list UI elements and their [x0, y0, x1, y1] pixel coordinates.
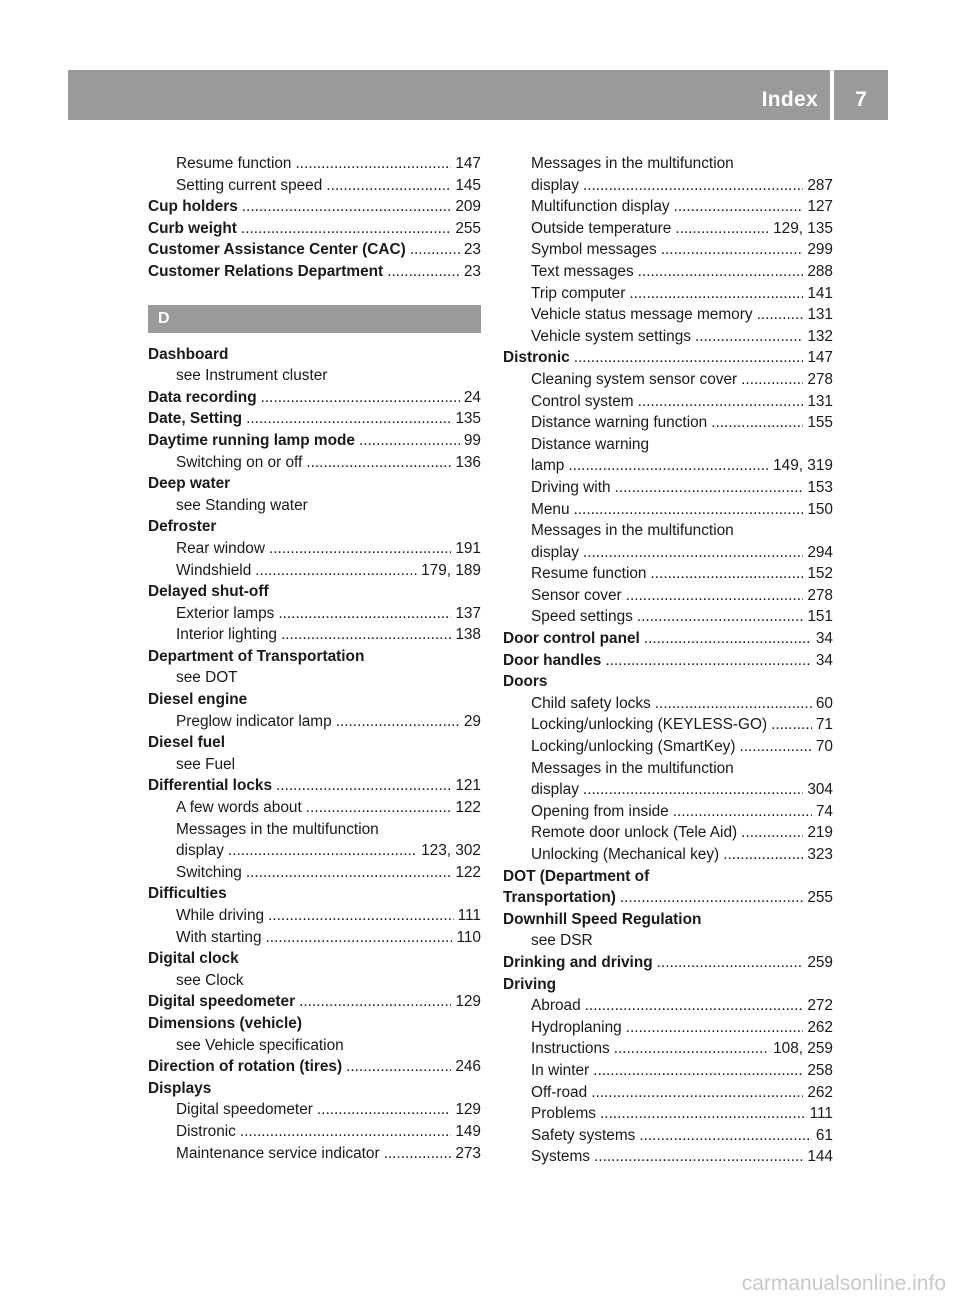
- page-reference: 99: [463, 431, 481, 449]
- page-reference: 34: [815, 651, 833, 669]
- entry-label: Text messages: [531, 262, 634, 280]
- dot-leader: [653, 952, 804, 974]
- page-reference: 258: [807, 1061, 833, 1079]
- index-heading: Deep water: [148, 475, 231, 493]
- index-subentry: [503, 1103, 833, 1125]
- index-entry: [148, 775, 481, 797]
- entry-label: Distance warning function: [531, 414, 708, 432]
- index-subtext: Messages in the multifunction: [531, 155, 734, 172]
- dot-leader: [610, 1038, 769, 1060]
- entry-label: Exterior lamps: [176, 604, 275, 622]
- page-reference: 179, 189: [421, 561, 481, 579]
- dot-leader: [257, 387, 460, 409]
- page-reference: 287: [807, 176, 833, 194]
- index-subentry: [503, 175, 833, 197]
- entry-label: Multifunction display: [531, 198, 670, 216]
- dot-leader: [601, 650, 812, 672]
- index-entry: [503, 628, 833, 650]
- index-heading: Driving: [503, 975, 557, 993]
- page-reference: 145: [455, 176, 481, 194]
- index-subentry: [503, 1017, 833, 1039]
- index-subtext: Distance warning: [531, 435, 650, 453]
- index-subentry: [503, 563, 833, 585]
- dot-leader: [670, 196, 804, 218]
- dot-leader: [272, 775, 451, 797]
- index-subtext: see Fuel: [176, 755, 236, 773]
- entry-label: Setting current speed: [176, 176, 323, 194]
- entry-label: Drinking and driving: [503, 953, 653, 971]
- page-reference: 131: [807, 392, 833, 410]
- index-subtext: see DOT: [176, 669, 238, 687]
- dot-leader: [242, 408, 451, 430]
- dot-leader: [242, 862, 451, 884]
- index-heading: Digital clock: [148, 950, 239, 968]
- dot-leader: [581, 995, 804, 1017]
- index-subentry: [503, 196, 833, 218]
- page-reference: 191: [455, 539, 481, 557]
- entry-label: Driving with: [531, 478, 611, 496]
- entry-label: Instructions: [531, 1040, 610, 1058]
- dot-leader: [383, 261, 460, 283]
- entry-label: Control system: [531, 392, 634, 410]
- page-reference: 129, 135: [773, 219, 833, 237]
- entry-label: Resume function: [176, 155, 292, 172]
- page-reference: 29: [463, 712, 481, 730]
- index-subentry: [148, 175, 481, 197]
- dot-leader: [579, 779, 803, 801]
- dot-leader: [251, 560, 417, 582]
- entry-label: Trip computer: [531, 284, 626, 302]
- index-subentry: [148, 603, 481, 625]
- entry-label: Digital speedometer: [148, 993, 296, 1011]
- page-reference: 23: [463, 241, 481, 259]
- index-subentry: [503, 779, 833, 801]
- page-reference: 150: [807, 500, 833, 518]
- page-header: [68, 70, 888, 120]
- entry-label: display: [176, 842, 224, 860]
- dot-leader: [634, 261, 804, 283]
- index-subentry: [148, 452, 481, 474]
- dot-leader: [264, 905, 453, 927]
- index-subtext: Messages in the multifunction: [531, 522, 734, 540]
- entry-label: Cup holders: [148, 198, 238, 216]
- index-entry: [148, 239, 481, 261]
- entry-label: Customer Relations Department: [148, 262, 384, 280]
- page-reference: 153: [807, 478, 833, 496]
- index-subentry: [148, 538, 481, 560]
- page-reference: 132: [807, 327, 833, 345]
- dot-leader: [651, 693, 812, 715]
- dot-leader: [406, 239, 460, 261]
- dot-leader: [590, 1146, 803, 1168]
- entry-label: Customer Assistance Center (CAC): [148, 241, 406, 259]
- index-subentry: [503, 736, 833, 758]
- index-column-right: [503, 153, 833, 1168]
- page-reference: 135: [455, 410, 481, 428]
- section-gap: [148, 283, 481, 305]
- index-entry: [148, 196, 481, 218]
- dot-leader: [224, 840, 417, 862]
- entry-label: Direction of rotation (tires): [148, 1058, 343, 1076]
- header-bar: [68, 70, 830, 120]
- entry-label: Symbol messages: [531, 241, 657, 259]
- page-reference: 138: [455, 626, 481, 644]
- page-reference: 149, 319: [773, 457, 833, 475]
- dot-leader: [313, 1099, 451, 1121]
- page-reference: 255: [455, 219, 481, 237]
- entry-label: Safety systems: [531, 1126, 636, 1144]
- dot-leader: [737, 369, 803, 391]
- dot-leader: [596, 1103, 806, 1125]
- dot-leader: [657, 239, 804, 261]
- dot-leader: [579, 175, 803, 197]
- dot-leader: [671, 218, 769, 240]
- entry-label: Speed settings: [531, 608, 633, 626]
- index-subentry: [148, 1099, 481, 1121]
- page-reference: 273: [455, 1144, 481, 1162]
- entry-label: Opening from inside: [531, 802, 669, 820]
- index-subentry: [503, 801, 833, 823]
- index-subentry: [503, 477, 833, 499]
- page-reference: 131: [807, 306, 833, 324]
- index-subentry: [503, 822, 833, 844]
- dot-leader: [640, 628, 812, 650]
- index-entry: [503, 650, 833, 672]
- entry-label: Daytime running lamp mode: [148, 431, 355, 449]
- page-reference: 147: [455, 155, 481, 172]
- page-reference: 304: [807, 781, 833, 799]
- page-reference: 129: [455, 993, 481, 1011]
- index-subentry: [148, 862, 481, 884]
- dot-leader: [616, 887, 803, 909]
- dot-leader: [236, 1121, 451, 1143]
- dot-leader: [570, 347, 804, 369]
- index-subentry: [503, 606, 833, 628]
- index-subentry: [148, 153, 481, 175]
- index-subentry: [148, 624, 481, 646]
- index-subentry: [503, 1038, 833, 1060]
- page-reference: 123, 302: [421, 842, 481, 860]
- page-reference: 108, 259: [773, 1040, 833, 1058]
- index-subentry: [503, 391, 833, 413]
- entry-label: Distronic: [176, 1122, 236, 1140]
- entry-label: A few words about: [176, 799, 302, 817]
- dot-leader: [587, 1082, 803, 1104]
- entry-label: display: [531, 781, 579, 799]
- dot-leader: [564, 455, 769, 477]
- dot-leader: [633, 606, 803, 628]
- index-subentry: [503, 844, 833, 866]
- entry-label: display: [531, 543, 579, 561]
- entry-label: Off-road: [531, 1083, 588, 1101]
- entry-label: Door control panel: [503, 630, 640, 648]
- entry-label: Digital speedometer: [176, 1101, 313, 1119]
- index-subtext: see Clock: [176, 971, 244, 989]
- dot-leader: [295, 991, 451, 1013]
- page-reference: 262: [807, 1083, 833, 1101]
- index-subtext: see DSR: [531, 932, 593, 950]
- page-reference: 136: [455, 453, 481, 471]
- dot-leader: [691, 326, 803, 348]
- entry-label: Unlocking (Mechanical key): [531, 846, 720, 863]
- entry-label: Differential locks: [148, 777, 273, 795]
- index-entry: [148, 1056, 481, 1078]
- entry-label: Child safety locks: [531, 694, 651, 712]
- page-reference: 129: [455, 1101, 481, 1119]
- index-heading: Defroster: [148, 518, 217, 536]
- page-reference: 278: [807, 586, 833, 604]
- entry-label: Problems: [531, 1105, 597, 1123]
- index-subentry: [503, 304, 833, 326]
- entry-label: Locking/unlocking (SmartKey): [531, 738, 736, 756]
- entry-label: display: [531, 176, 579, 194]
- dot-leader: [719, 844, 803, 866]
- dot-leader: [277, 624, 451, 646]
- page-reference: 60: [815, 694, 833, 712]
- page-reference: 262: [807, 1018, 833, 1036]
- dot-leader: [767, 714, 812, 736]
- index-heading: Doors: [503, 673, 548, 691]
- page-reference: 294: [807, 543, 833, 561]
- index-subentry: [503, 283, 833, 305]
- index-subentry: [503, 1082, 833, 1104]
- index-entry: [148, 261, 481, 283]
- index-column-left: [148, 153, 481, 1164]
- dot-leader: [625, 283, 803, 305]
- entry-label: Preglow indicator lamp: [176, 712, 332, 730]
- entry-label: Vehicle system settings: [531, 327, 691, 345]
- entry-label: Switching on or off: [176, 453, 303, 471]
- dot-leader: [342, 1056, 451, 1078]
- page-title: Index: [761, 88, 818, 111]
- index-subtext: see Vehicle specification: [176, 1036, 344, 1054]
- index-entry: [148, 387, 481, 409]
- index-subentry: [503, 714, 833, 736]
- dot-leader: [322, 175, 451, 197]
- index-heading: DOT (Department of: [503, 867, 650, 885]
- dot-leader: [274, 603, 451, 625]
- index-entry: [503, 347, 833, 369]
- dot-leader: [292, 153, 452, 175]
- index-subentry: [148, 927, 481, 949]
- dot-leader: [380, 1143, 452, 1165]
- page-reference: 219: [807, 824, 833, 842]
- index-heading: Diesel engine: [148, 691, 248, 709]
- dot-leader: [355, 430, 460, 452]
- index-subentry: [148, 1143, 481, 1165]
- page-reference: 24: [463, 388, 481, 406]
- page-reference: 323: [807, 846, 833, 863]
- page-reference: 127: [807, 198, 833, 216]
- entry-label: Curb weight: [148, 219, 237, 237]
- index-heading: Difficulties: [148, 885, 227, 903]
- entry-label: Distronic: [503, 349, 570, 367]
- dot-leader: [238, 196, 452, 218]
- entry-label: Windshield: [176, 561, 252, 579]
- dot-leader: [753, 304, 804, 326]
- index-subentry: [503, 1060, 833, 1082]
- index-subentry: [148, 840, 481, 862]
- index-subentry: [503, 412, 833, 434]
- page-reference: 155: [807, 414, 833, 432]
- index-subtext: see Standing water: [176, 496, 308, 514]
- dot-leader: [302, 797, 452, 819]
- page-reference: 147: [807, 349, 833, 367]
- page-reference: 149: [455, 1122, 481, 1140]
- entry-label: Hydroplaning: [531, 1018, 622, 1036]
- index-subentry: [503, 1146, 833, 1168]
- page-reference: 111: [809, 1105, 833, 1123]
- entry-label: Vehicle status message memory: [531, 306, 753, 324]
- dot-leader: [622, 585, 804, 607]
- dot-leader: [570, 499, 804, 521]
- index-subentry: [503, 542, 833, 564]
- page-reference: 137: [455, 604, 481, 622]
- entry-label: Outside temperature: [531, 219, 672, 237]
- page-reference: 23: [463, 262, 481, 280]
- entry-label: Cleaning system sensor cover: [531, 370, 738, 388]
- index-heading: Dimensions (vehicle): [148, 1014, 302, 1032]
- index-subentry: [148, 797, 481, 819]
- entry-label: In winter: [531, 1061, 590, 1079]
- dot-leader: [737, 822, 803, 844]
- page-reference: 209: [455, 198, 481, 216]
- page-reference: 34: [815, 630, 833, 648]
- page-reference: 246: [455, 1058, 481, 1076]
- page-reference: 121: [455, 777, 481, 795]
- index-subtext: see Instrument cluster: [176, 367, 328, 385]
- dot-leader: [635, 1125, 812, 1147]
- watermark: carmanualsonline.info: [741, 1272, 946, 1295]
- index-subentry: [503, 1125, 833, 1147]
- index-entry: [148, 218, 481, 240]
- index-subentry: [503, 499, 833, 521]
- page-reference: 71: [815, 716, 833, 734]
- entry-label: Sensor cover: [531, 586, 622, 604]
- dot-leader: [332, 711, 460, 733]
- entry-label: Rear window: [176, 539, 265, 557]
- page-reference: 141: [807, 284, 833, 302]
- index-entry: [503, 887, 833, 909]
- section-letter-header: D: [148, 305, 481, 333]
- page-reference: 272: [807, 997, 833, 1015]
- index-entry: [148, 430, 481, 452]
- entry-label: Systems: [531, 1148, 591, 1166]
- index-entry: [503, 952, 833, 974]
- index-heading: Downhill Speed Regulation: [503, 910, 702, 928]
- dot-leader: [669, 801, 812, 823]
- index-subentry: [503, 369, 833, 391]
- entry-label: Locking/unlocking (KEYLESS-GO): [531, 716, 768, 734]
- dot-leader: [237, 218, 451, 240]
- index-subentry: [503, 239, 833, 261]
- dot-leader: [647, 563, 804, 585]
- dot-leader: [735, 736, 811, 758]
- page-reference: 122: [455, 799, 481, 817]
- entry-label: While driving: [176, 907, 265, 924]
- dot-leader: [707, 412, 803, 434]
- page-number: 7: [855, 88, 867, 111]
- entry-label: With starting: [176, 928, 262, 946]
- page-reference: 122: [455, 863, 481, 881]
- page-reference: 74: [815, 802, 833, 820]
- entry-label: Abroad: [531, 997, 581, 1015]
- index-subentry: [148, 560, 481, 582]
- page-reference: 259: [807, 953, 833, 971]
- page-reference: 299: [807, 241, 833, 259]
- index-subentry: [503, 693, 833, 715]
- dot-leader: [579, 542, 803, 564]
- entry-label: Maintenance service indicator: [176, 1144, 380, 1162]
- page-reference: 110: [456, 928, 481, 946]
- dot-leader: [622, 1017, 804, 1039]
- index-subtext: Messages in the multifunction: [531, 759, 734, 777]
- page-reference: 278: [807, 370, 833, 388]
- entry-label: Switching: [176, 863, 242, 881]
- index-heading: Delayed shut-off: [148, 583, 269, 601]
- page-reference: 152: [807, 565, 833, 583]
- index-subentry: [148, 1121, 481, 1143]
- dot-leader: [302, 452, 451, 474]
- index-subentry: [503, 995, 833, 1017]
- index-subentry: [148, 711, 481, 733]
- index-subentry: [503, 218, 833, 240]
- entry-label: Data recording: [148, 388, 257, 406]
- index-entry: [148, 991, 481, 1013]
- entry-label: lamp: [531, 457, 565, 475]
- page-reference: 255: [807, 889, 833, 907]
- entry-label: Menu: [531, 500, 570, 518]
- page-reference: 111: [457, 907, 481, 924]
- index-heading: Diesel fuel: [148, 734, 225, 752]
- index-subentry: [503, 261, 833, 283]
- page-reference: 70: [815, 738, 833, 756]
- page-reference: 288: [807, 262, 833, 280]
- page-reference: 61: [815, 1126, 833, 1144]
- index-subentry: [148, 905, 481, 927]
- dot-leader: [262, 927, 453, 949]
- index-heading: Department of Transportation: [148, 647, 365, 665]
- page-reference: 151: [807, 608, 833, 626]
- entry-label: Resume function: [531, 565, 647, 583]
- page-reference: 144: [807, 1148, 833, 1166]
- dot-leader: [611, 477, 804, 499]
- index-subentry: [503, 585, 833, 607]
- entry-label: Transportation): [503, 889, 616, 907]
- index-heading: Dashboard: [148, 345, 229, 363]
- dot-leader: [265, 538, 451, 560]
- entry-label: Remote door unlock (Tele Aid): [531, 824, 738, 842]
- index-entry: [148, 408, 481, 430]
- entry-label: Interior lighting: [176, 626, 277, 644]
- dot-leader: [634, 391, 804, 413]
- index-heading: Displays: [148, 1079, 212, 1097]
- index-subentry: [503, 455, 833, 477]
- entry-label: Door handles: [503, 651, 602, 669]
- index-subentry: [503, 326, 833, 348]
- entry-label: Date, Setting: [148, 410, 243, 428]
- dot-leader: [589, 1060, 803, 1082]
- index-subtext: Messages in the multifunction: [176, 820, 379, 838]
